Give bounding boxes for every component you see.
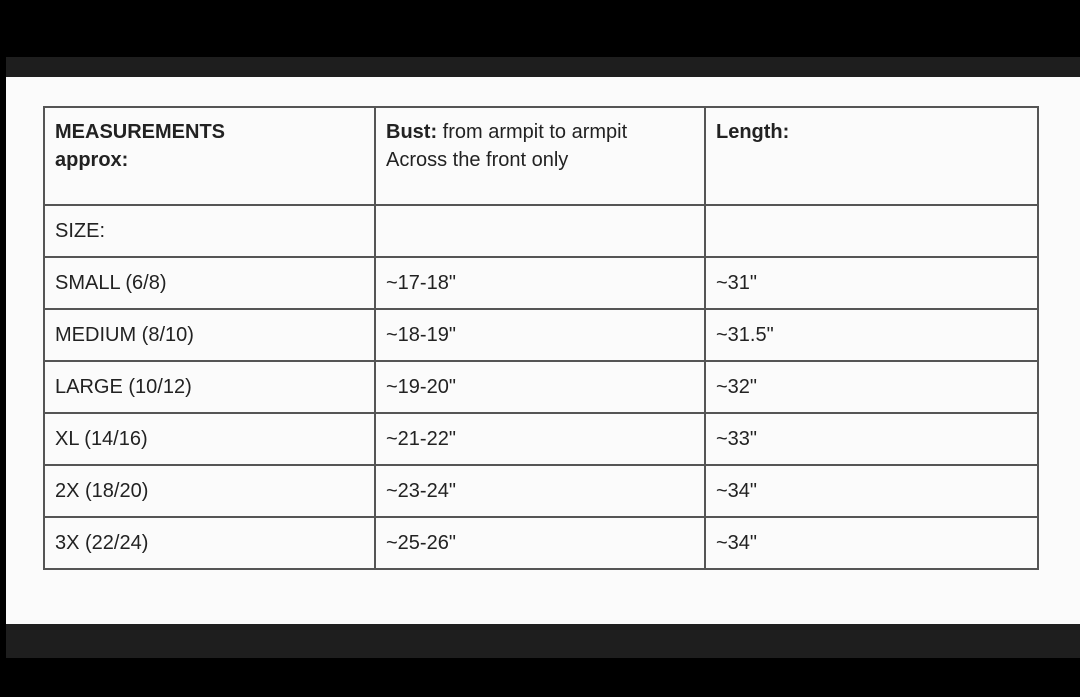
header-length: [705, 107, 1038, 205]
table-row: [44, 361, 1038, 413]
length-cell: ~31": [705, 257, 1038, 309]
header-bust-line2: Across the front only: [386, 149, 569, 171]
length-cell: ~33": [705, 413, 1038, 465]
size-cell: 2X (18/20): [44, 465, 375, 517]
size-cell: LARGE (10/12): [44, 361, 375, 413]
size-cell: 3X (22/24): [44, 517, 375, 569]
bust-cell: ~23-24": [375, 465, 705, 517]
size-cell: MEDIUM (8/10): [44, 309, 375, 361]
table-row: [44, 517, 1038, 569]
size-cell: SIZE:: [44, 205, 375, 257]
bust-cell: ~18-19": [375, 309, 705, 361]
size-cell: XL (14/16): [44, 413, 375, 465]
length-cell: ~34": [705, 517, 1038, 569]
table-row: [44, 257, 1038, 309]
header-measurements: [44, 107, 375, 205]
size-chart-table: [43, 106, 1039, 570]
size-cell: SMALL (6/8): [44, 257, 375, 309]
header-bust: [375, 107, 705, 205]
header-measurements-subtitle: approx:: [55, 149, 129, 171]
table-row: [44, 205, 1038, 257]
bust-cell: ~17-18": [375, 257, 705, 309]
bottom-dark-band: [6, 624, 1080, 658]
header-bust-line1: [386, 118, 694, 146]
header-bust-description: from armpit to armpit: [437, 121, 628, 143]
bust-cell: [375, 205, 705, 257]
bust-cell: ~21-22": [375, 413, 705, 465]
bust-cell: ~19-20": [375, 361, 705, 413]
table-row: [44, 465, 1038, 517]
table-header-row: [44, 107, 1038, 205]
header-length-label: Length:: [716, 121, 790, 143]
header-bust-label: Bust:: [386, 121, 438, 143]
table-row: [44, 413, 1038, 465]
header-measurements-title: MEASUREMENTS: [55, 121, 226, 143]
bust-cell: ~25-26": [375, 517, 705, 569]
document-page: [6, 77, 1080, 624]
top-dark-band: [6, 57, 1080, 77]
length-cell: ~34": [705, 465, 1038, 517]
length-cell: ~32": [705, 361, 1038, 413]
length-cell: ~31.5": [705, 309, 1038, 361]
table-row: [44, 309, 1038, 361]
length-cell: [705, 205, 1038, 257]
